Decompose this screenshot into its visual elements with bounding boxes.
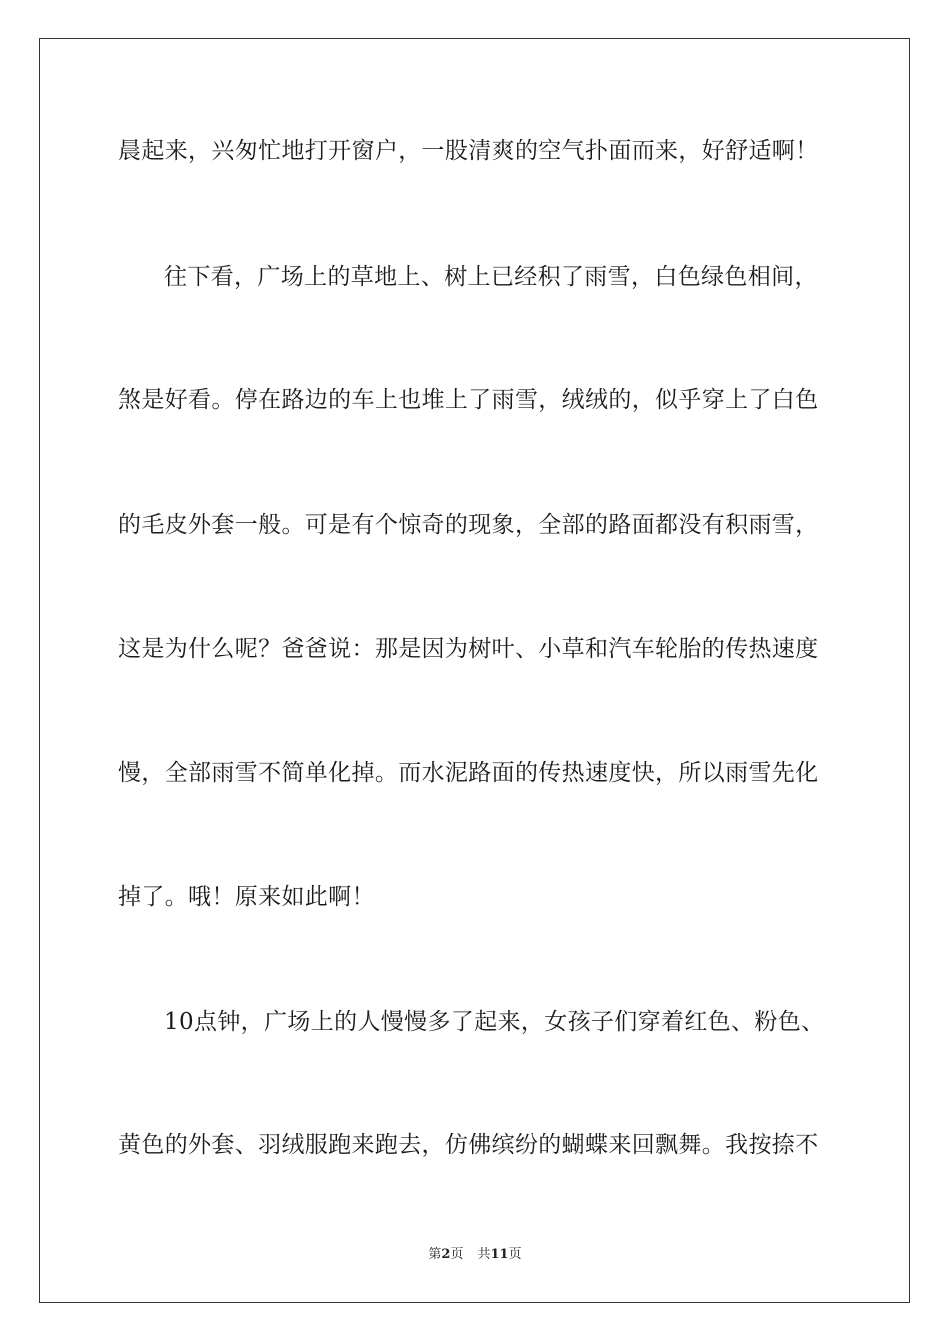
paragraph-line-8: 10点钟，广场上的人慢慢多了起来，女孩子们穿着红色、粉色、 (164, 1009, 825, 1035)
page-number: 2 (441, 1247, 451, 1262)
page-border (39, 38, 910, 1303)
paragraph-line-7: 掉了。哦！原来如此啊！ (118, 884, 375, 910)
total-suffix: 页 (508, 1247, 522, 1262)
page-prefix: 第 (428, 1247, 442, 1262)
total-prefix: 共 (477, 1247, 491, 1262)
paragraph-line-5: 这是为什么呢？爸爸说：那是因为树叶、小草和汽车轮胎的传热速度 (118, 636, 819, 662)
page-suffix: 页 (450, 1247, 464, 1262)
paragraph-line-3: 煞是好看。停在路边的车上也堆上了雨雪，绒绒的，似乎穿上了白色 (118, 387, 819, 413)
paragraph-line-1: 晨起来，兴匆忙地打开窗户，一股清爽的空气扑面而来，好舒适啊！ (118, 138, 819, 164)
page-footer (0, 1246, 950, 1264)
paragraph-line-9: 黄色的外套、羽绒服跑来跑去，仿佛缤纷的蝴蝶来回飘舞。我按捺不 (118, 1132, 819, 1158)
paragraph-line-6: 慢，全部雨雪不简单化掉。而水泥路面的传热速度快，所以雨雪先化 (118, 760, 819, 786)
paragraph-line-4: 的毛皮外套一般。可是有个惊奇的现象，全部的路面都没有积雨雪， (118, 512, 819, 538)
total-pages: 11 (490, 1247, 509, 1262)
paragraph-line-2: 往下看，广场上的草地上、树上已经积了雨雪，白色绿色相间， (164, 264, 818, 290)
